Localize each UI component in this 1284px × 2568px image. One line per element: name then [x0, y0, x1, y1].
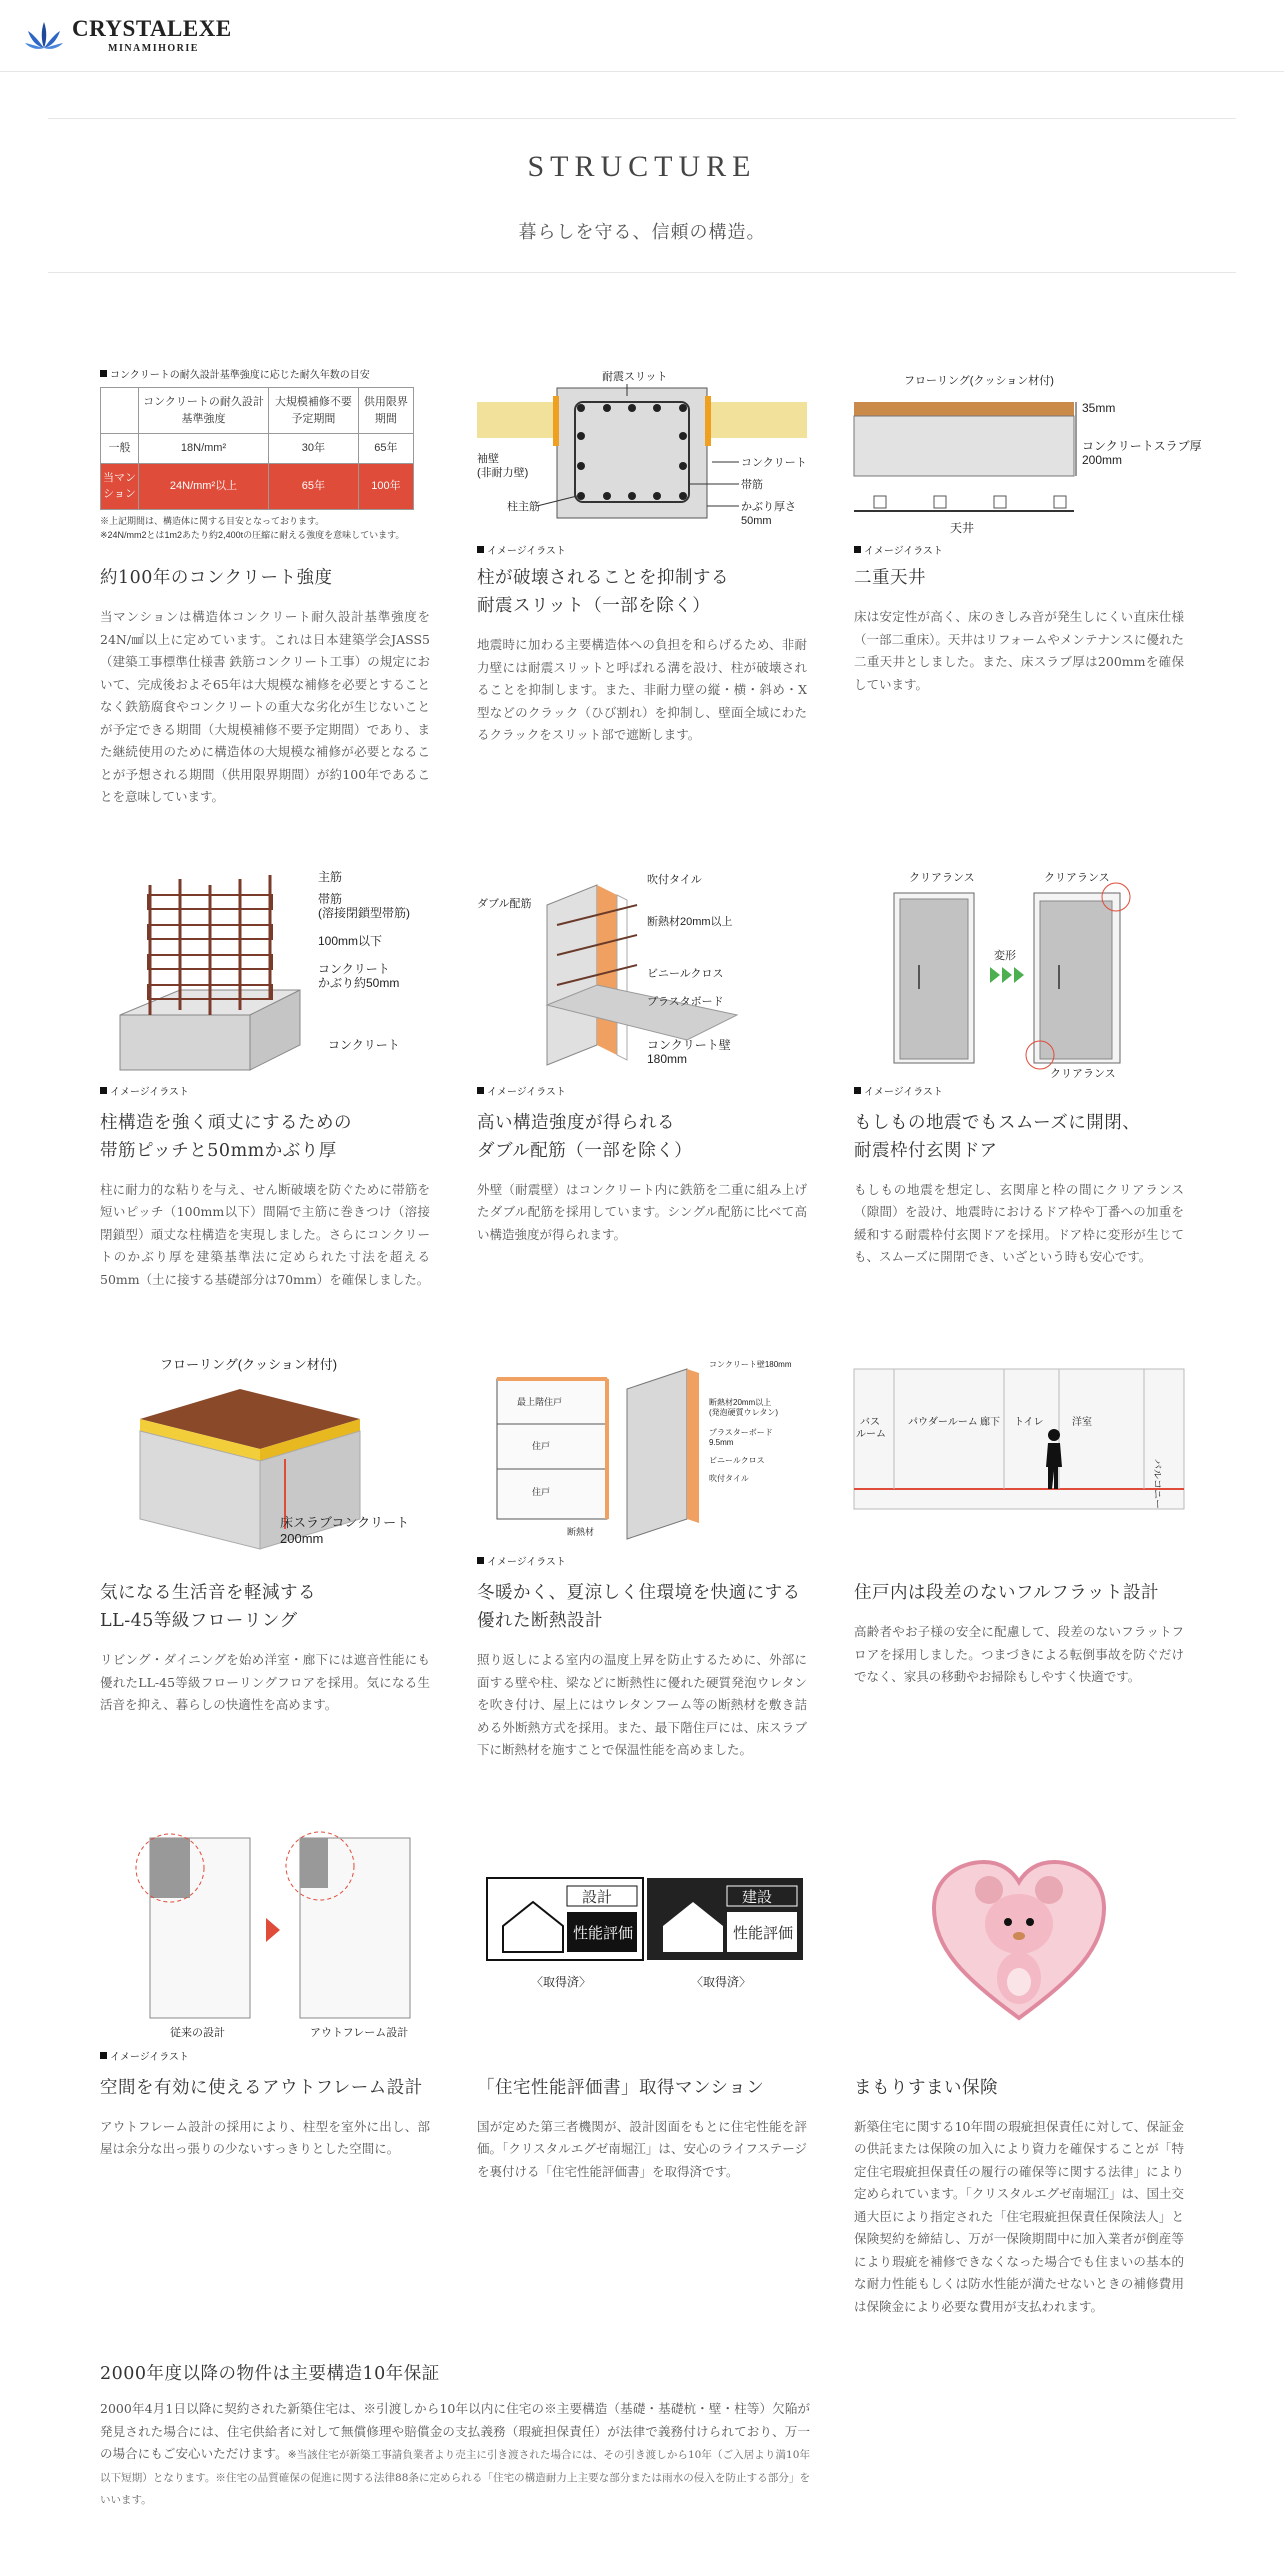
- svg-text:住戸: 住戸: [532, 1441, 551, 1451]
- svg-text:200mm: 200mm: [280, 1531, 324, 1546]
- insurance-mascot: [854, 1818, 1184, 2062]
- svg-text:コンクリート壁: コンクリート壁: [647, 1037, 731, 1052]
- feature-title: 気になる生活音を軽減する LL-45等級フローリング: [100, 1583, 316, 1631]
- feature-title: 高い構造強度が得られる ダブル配筋（一部を除く）: [477, 1112, 693, 1161]
- image-note: イメージイラスト: [854, 1083, 1184, 1098]
- svg-text:吹付タイル: 吹付タイル: [647, 873, 702, 886]
- svg-text:断熱材: 断熱材: [567, 1527, 595, 1537]
- feature-full-flat: [854, 1349, 1184, 1762]
- site-header: [0, 0, 1284, 72]
- feature-text: 当マンションは構造体コンクリート耐久設計基準強度を24N/㎟以上に定めています。これは日本建築学会JASS5（建築工事標準仕様書 鉄筋コンクリート工事）の規定において、完成後およそ65年は大規模な補修を必要とすることなく鉄筋腐食やコンクリートの重大な劣化が生じないことが予定できる期間（大規模補修不要予定期間）であり、また継続使用のために構造体の大規模な補修が必要となることが予想される期間（供用限界期間）が約100年であることを意味しています。: [100, 609, 430, 804]
- svg-text:性能評価: 性能評価: [573, 1924, 634, 1942]
- svg-text:コンクリート壁180mm: コンクリート壁180mm: [709, 1360, 792, 1369]
- svg-text:パウダールーム: パウダールーム: [908, 1417, 978, 1428]
- section-title-en: STRUCTURE: [527, 150, 757, 183]
- floor-illustration: [100, 1349, 430, 1567]
- column-illustration: [100, 865, 430, 1097]
- svg-text:フローリング(クッション材付): フローリング(クッション材付): [904, 375, 1054, 387]
- image-note: イメージイラスト: [477, 1553, 807, 1568]
- svg-text:床スラブコンクリート: 床スラブコンクリート: [280, 1515, 410, 1530]
- logo-main-text: CRYSTALEXE: [72, 16, 232, 41]
- svg-text:建設: 建設: [742, 1888, 773, 1906]
- feature-text: リビング・ダイニングを始め洋室・廊下には遮音性能にも優れたLL-45等級フローリングフロアを採用。気になる生活音を抑え、暮らしの快適性を高めます。: [100, 1652, 430, 1712]
- feature-title: もしもの地震でもスムーズに開閉、 耐震枠付玄関ドア: [854, 1112, 1141, 1161]
- feature-text: 外壁（耐震壁）はコンクリート内に鉄筋を二重に組み上げたダブル配筋を採用しています。シングル配筋に比べて高い構造強度が得られます。: [477, 1181, 807, 1242]
- feature-title: 空間を有効に使えるアウトフレーム設計: [100, 2077, 423, 2098]
- image-note: イメージイラスト: [477, 542, 807, 557]
- svg-text:クリアランス: クリアランス: [909, 871, 975, 884]
- feature-text: 地震時に加わる主要構造体への負担を和らげるため、非耐力壁には耐震スリットと呼ばれる溝を設け、柱が破壊されることを抑制します。また、非耐力壁の縦・横・斜め・X型などのクラック（ひび割れ）を抑制し、壁面全域にわたるクラックをスリット部で遮断します。: [477, 637, 807, 742]
- warranty-section: [100, 2360, 810, 2511]
- svg-text:コンクリート: コンクリート: [741, 457, 807, 469]
- feature-double-ceiling: [854, 366, 1202, 809]
- feature-text: もしもの地震を想定し、玄関扉と枠の間にクリアランス（隙間）を設け、地震時におけるドア枠や丁番への加重を緩和する耐震枠付玄関ドアを採用。ドア枠に変形が生じても、スムーズに開閉でき、いざという時も安心です。: [854, 1181, 1184, 1264]
- svg-text:フローリング(クッション材付): フローリング(クッション材付): [160, 1357, 338, 1372]
- flat-floor-illustration: [854, 1349, 1184, 1567]
- svg-text:耐震スリット: 耐震スリット: [602, 371, 668, 383]
- svg-text:洋室: 洋室: [1072, 1417, 1092, 1428]
- svg-text:吹付タイル: 吹付タイル: [709, 1474, 749, 1483]
- feature-row: [100, 1818, 1184, 2319]
- feature-row: [100, 865, 1184, 1292]
- svg-text:〈取得済〉: 〈取得済〉: [531, 1974, 592, 1989]
- features-grid: [100, 366, 1202, 2318]
- svg-text:(非耐力壁): (非耐力壁): [477, 467, 529, 479]
- feature-title: 二重天井: [854, 568, 926, 588]
- feature-seismic-slit: [477, 366, 807, 809]
- section-title-ja: 暮らしを守る、信頼の構造。: [518, 222, 766, 243]
- image-note: イメージイラスト: [100, 2048, 430, 2063]
- svg-text:ビニールクロス: ビニールクロス: [647, 967, 724, 980]
- svg-text:主筋: 主筋: [318, 869, 343, 884]
- feature-insurance: [854, 1818, 1184, 2319]
- svg-text:トイレ: トイレ: [1014, 1417, 1044, 1428]
- feature-insulation: [477, 1349, 807, 1762]
- svg-text:変形: 変形: [994, 949, 1016, 962]
- svg-text:100mm以下: 100mm以下: [318, 933, 383, 948]
- feature-double-rebar: [477, 865, 807, 1292]
- lotus-logo-icon: [24, 18, 64, 54]
- svg-text:袖壁: 袖壁: [477, 453, 499, 465]
- warranty-text: [100, 2398, 810, 2511]
- insulation-illustration: [477, 1349, 807, 1567]
- warranty-body: 2000年4月1日以降に契約された新築住宅は、※引渡しから10年以内に住宅の※主要構造（基礎・基礎杭・壁・柱等）欠陥が発見された場合には、住宅供給者に対して無償修理や賠償金の支払義務（瑕疵担保責任）が法律で義務付けられており、万一の場合にもご安心いただけます。: [100, 2401, 810, 2461]
- svg-text:35mm: 35mm: [1082, 401, 1116, 415]
- svg-text:クリアランス: クリアランス: [1050, 1067, 1116, 1080]
- feature-ll45-floor: [100, 1349, 430, 1762]
- svg-text:9.5mm: 9.5mm: [709, 1438, 734, 1447]
- svg-text:クリアランス: クリアランス: [1044, 871, 1110, 884]
- feature-seismic-door: [854, 865, 1184, 1292]
- svg-text:帯筋: 帯筋: [741, 479, 763, 491]
- durability-table-block: [100, 366, 430, 552]
- image-note: イメージイラスト: [100, 1083, 430, 1098]
- svg-text:最上階住戸: 最上階住戸: [517, 1397, 563, 1407]
- table-note: ※24N/mm2とは1m2あたり約2,400tの圧縮に耐える強度を意味しています。: [100, 529, 405, 540]
- feature-outframe: [100, 1818, 430, 2319]
- feature-title: 約100年のコンクリート強度: [100, 568, 333, 588]
- feature-row: [100, 1349, 1184, 1762]
- svg-text:プラスタボード: プラスタボード: [647, 995, 724, 1008]
- svg-text:ダブル配筋: ダブル配筋: [477, 897, 532, 910]
- feature-title: 柱が破壊されることを抑制する 耐震スリット（一部を除く）: [477, 568, 729, 616]
- svg-text:柱主筋: 柱主筋: [507, 501, 540, 513]
- feature-performance-certificate: [477, 1818, 807, 2319]
- feature-text: アウトフレーム設計の採用により、柱型を室外に出し、部屋は余分な出っ張りの少ないすっきりとした空間に。: [100, 2118, 430, 2156]
- durability-table: [100, 387, 414, 510]
- svg-text:廊下: 廊下: [980, 1417, 1000, 1428]
- feature-concrete-strength: [100, 366, 430, 809]
- feature-text: 照り返しによる室内の温度上昇を防止するために、外部に面する壁や柱、梁などに断熱性に優れた硬質発泡ウレタンを吹き付け、屋上にはウレタンフーム等の断熱材を敷き詰める外断熱方式を採用。また、最下階住戸には、床スラブ下に断熱材を施すことで保温性能を高めました。: [477, 1652, 807, 1757]
- svg-text:ビニールクロス: ビニールクロス: [709, 1456, 765, 1465]
- svg-text:50mm: 50mm: [741, 515, 772, 527]
- feature-text: 高齢者やお子様の安全に配慮して、段差のないフラットフロアを採用しました。つまづきによる転倒事故を防ぐだけでなく、家具の移動やお掃除もしやすく快適です。: [854, 1624, 1184, 1684]
- image-note: イメージイラスト: [477, 1083, 807, 1098]
- feature-title: 「住宅性能評価書」取得マンション: [477, 2077, 765, 2098]
- svg-text:断熱材20mm以上: 断熱材20mm以上: [709, 1398, 772, 1407]
- divider: [48, 118, 1236, 119]
- svg-text:コンクリート: コンクリート: [318, 961, 390, 976]
- cert-illustration: [477, 1818, 807, 2062]
- svg-text:200mm: 200mm: [1082, 453, 1123, 467]
- svg-text:コンクリート: コンクリート: [328, 1037, 400, 1052]
- svg-text:(溶接閉鎖型帯筋): (溶接閉鎖型帯筋): [318, 905, 410, 920]
- svg-text:性能評価: 性能評価: [733, 1924, 794, 1942]
- feature-title: まもりすまい保険: [854, 2077, 998, 2098]
- feature-text: 柱に耐力的な粘りを与え、せん断破壊を防ぐために帯筋を短いピッチ（100mm以下）間隔で主筋に巻きつけ（溶接閉鎖型）頑丈な柱構造を実現しました。さらにコンクリートのかぶり厚を建築基準法に定められた寸法を超える50mm（土に接する基礎部分は70mm）を確保しました。: [100, 1181, 430, 1287]
- svg-text:断熱材20mm以上: 断熱材20mm以上: [647, 915, 733, 928]
- table-note: ※上記期間は、構造体に関する目安となっております。: [100, 515, 325, 526]
- svg-text:従来の設計: 従来の設計: [170, 2026, 225, 2039]
- svg-text:かぶり厚さ: かぶり厚さ: [741, 501, 796, 513]
- warranty-note: ※当該住宅が新築工事請負業者より売主に引き渡された場合には、その引き渡しから10年（ご入居より満10年以下短期）となります。※住宅の品質確保の促進に関する法律88条に定められる「住宅の構造耐力上主要な部分または雨水の侵入を防止する部分」をいいます。: [100, 2449, 810, 2506]
- table-row: 一般 18N/mm² 30年 65年: [101, 434, 414, 464]
- svg-text:〈取得済〉: 〈取得済〉: [691, 1974, 752, 1989]
- table-header: 供用限界期間: [358, 388, 413, 434]
- table-header: 大規模補修不要予定期間: [269, 388, 359, 434]
- svg-text:プラスターボード: プラスターボード: [709, 1428, 773, 1437]
- svg-text:かぶり約50mm: かぶり約50mm: [318, 975, 400, 990]
- door-illustration: [854, 865, 1184, 1097]
- table-header: コンクリートの耐久設計基準強度: [139, 388, 269, 434]
- svg-text:住戸: 住戸: [532, 1487, 551, 1497]
- svg-text:180mm: 180mm: [647, 1051, 688, 1066]
- slit-illustration: [477, 366, 807, 557]
- feature-text: 床は安定性が高く、床のきしみ音が発生しにくい直床仕様（一部二重床）。天井はリフォームやメンテナンスに優れた二重天井としました。また、床スラブ厚は200mmを確保しています。: [854, 609, 1184, 692]
- warranty-title: 2000年度以降の物件は主要構造10年保証: [100, 2364, 440, 2384]
- feature-title: 柱構造を強く頑丈にするための 帯筋ピッチと50mmかぶり厚: [100, 1112, 352, 1161]
- svg-text:アウトフレーム設計: アウトフレーム設計: [310, 2026, 409, 2039]
- feature-title: 住戸内は段差のないフルフラット設計: [854, 1583, 1159, 1603]
- divider: [48, 272, 1236, 273]
- svg-text:バルコニー: バルコニー: [1151, 1459, 1162, 1509]
- durability-table-title: コンクリートの耐久設計基準強度に応じた耐久年数の目安: [100, 366, 430, 381]
- feature-text: 国が定めた第三者機関が、設計図面をもとに住宅性能を評価。「クリスタルエグゼ南堀江」は、安心のライフステージを裏付ける「住宅性能評価書」を取得済です。: [477, 2118, 807, 2179]
- logo-sub-text: MINAMIHORIE: [108, 43, 199, 54]
- logo[interactable]: [24, 17, 232, 54]
- feature-row: [100, 366, 1202, 809]
- ceiling-illustration: [854, 366, 1202, 557]
- feature-hoop-pitch: [100, 865, 430, 1292]
- double-rebar-illustration: [477, 865, 807, 1097]
- svg-text:ルーム: ルーム: [856, 1429, 886, 1440]
- svg-text:天井: 天井: [950, 521, 975, 535]
- svg-text:帯筋: 帯筋: [318, 891, 343, 906]
- svg-text:バス: バス: [860, 1417, 880, 1428]
- feature-text: 新築住宅に関する10年間の瑕疵担保責任に対して、保証金の供託または保険の加入により資力を確保することが「特定住宅瑕疵担保責任の履行の確保等に関する法律」により定められています。「クリスタルエグゼ南堀江」は、国土交通大臣により指定された「住宅瑕疵担保責任保険法人」と保険契約を締結し、万が一保険期間中に加入業者が倒産等により瑕疵を補修できなくなった場合でも住まいの基本的な耐力性能もしくは防水性能が満たせないときの補修費用は保険金により必要な費用が支払われます。: [854, 2118, 1185, 2314]
- svg-text:コンクリートスラブ厚: コンクリートスラブ厚: [1082, 439, 1202, 453]
- svg-text:設計: 設計: [582, 1888, 613, 1906]
- table-row-highlight: 当マンション 24N/mm²以上 65年 100年: [101, 463, 414, 509]
- feature-title: 冬暖かく、夏涼しく住環境を快適にする 優れた断熱設計: [477, 1583, 801, 1631]
- outframe-illustration: [100, 1818, 430, 2062]
- image-note: イメージイラスト: [854, 542, 1184, 557]
- svg-text:(発泡硬質ウレタン): (発泡硬質ウレタン): [709, 1408, 779, 1417]
